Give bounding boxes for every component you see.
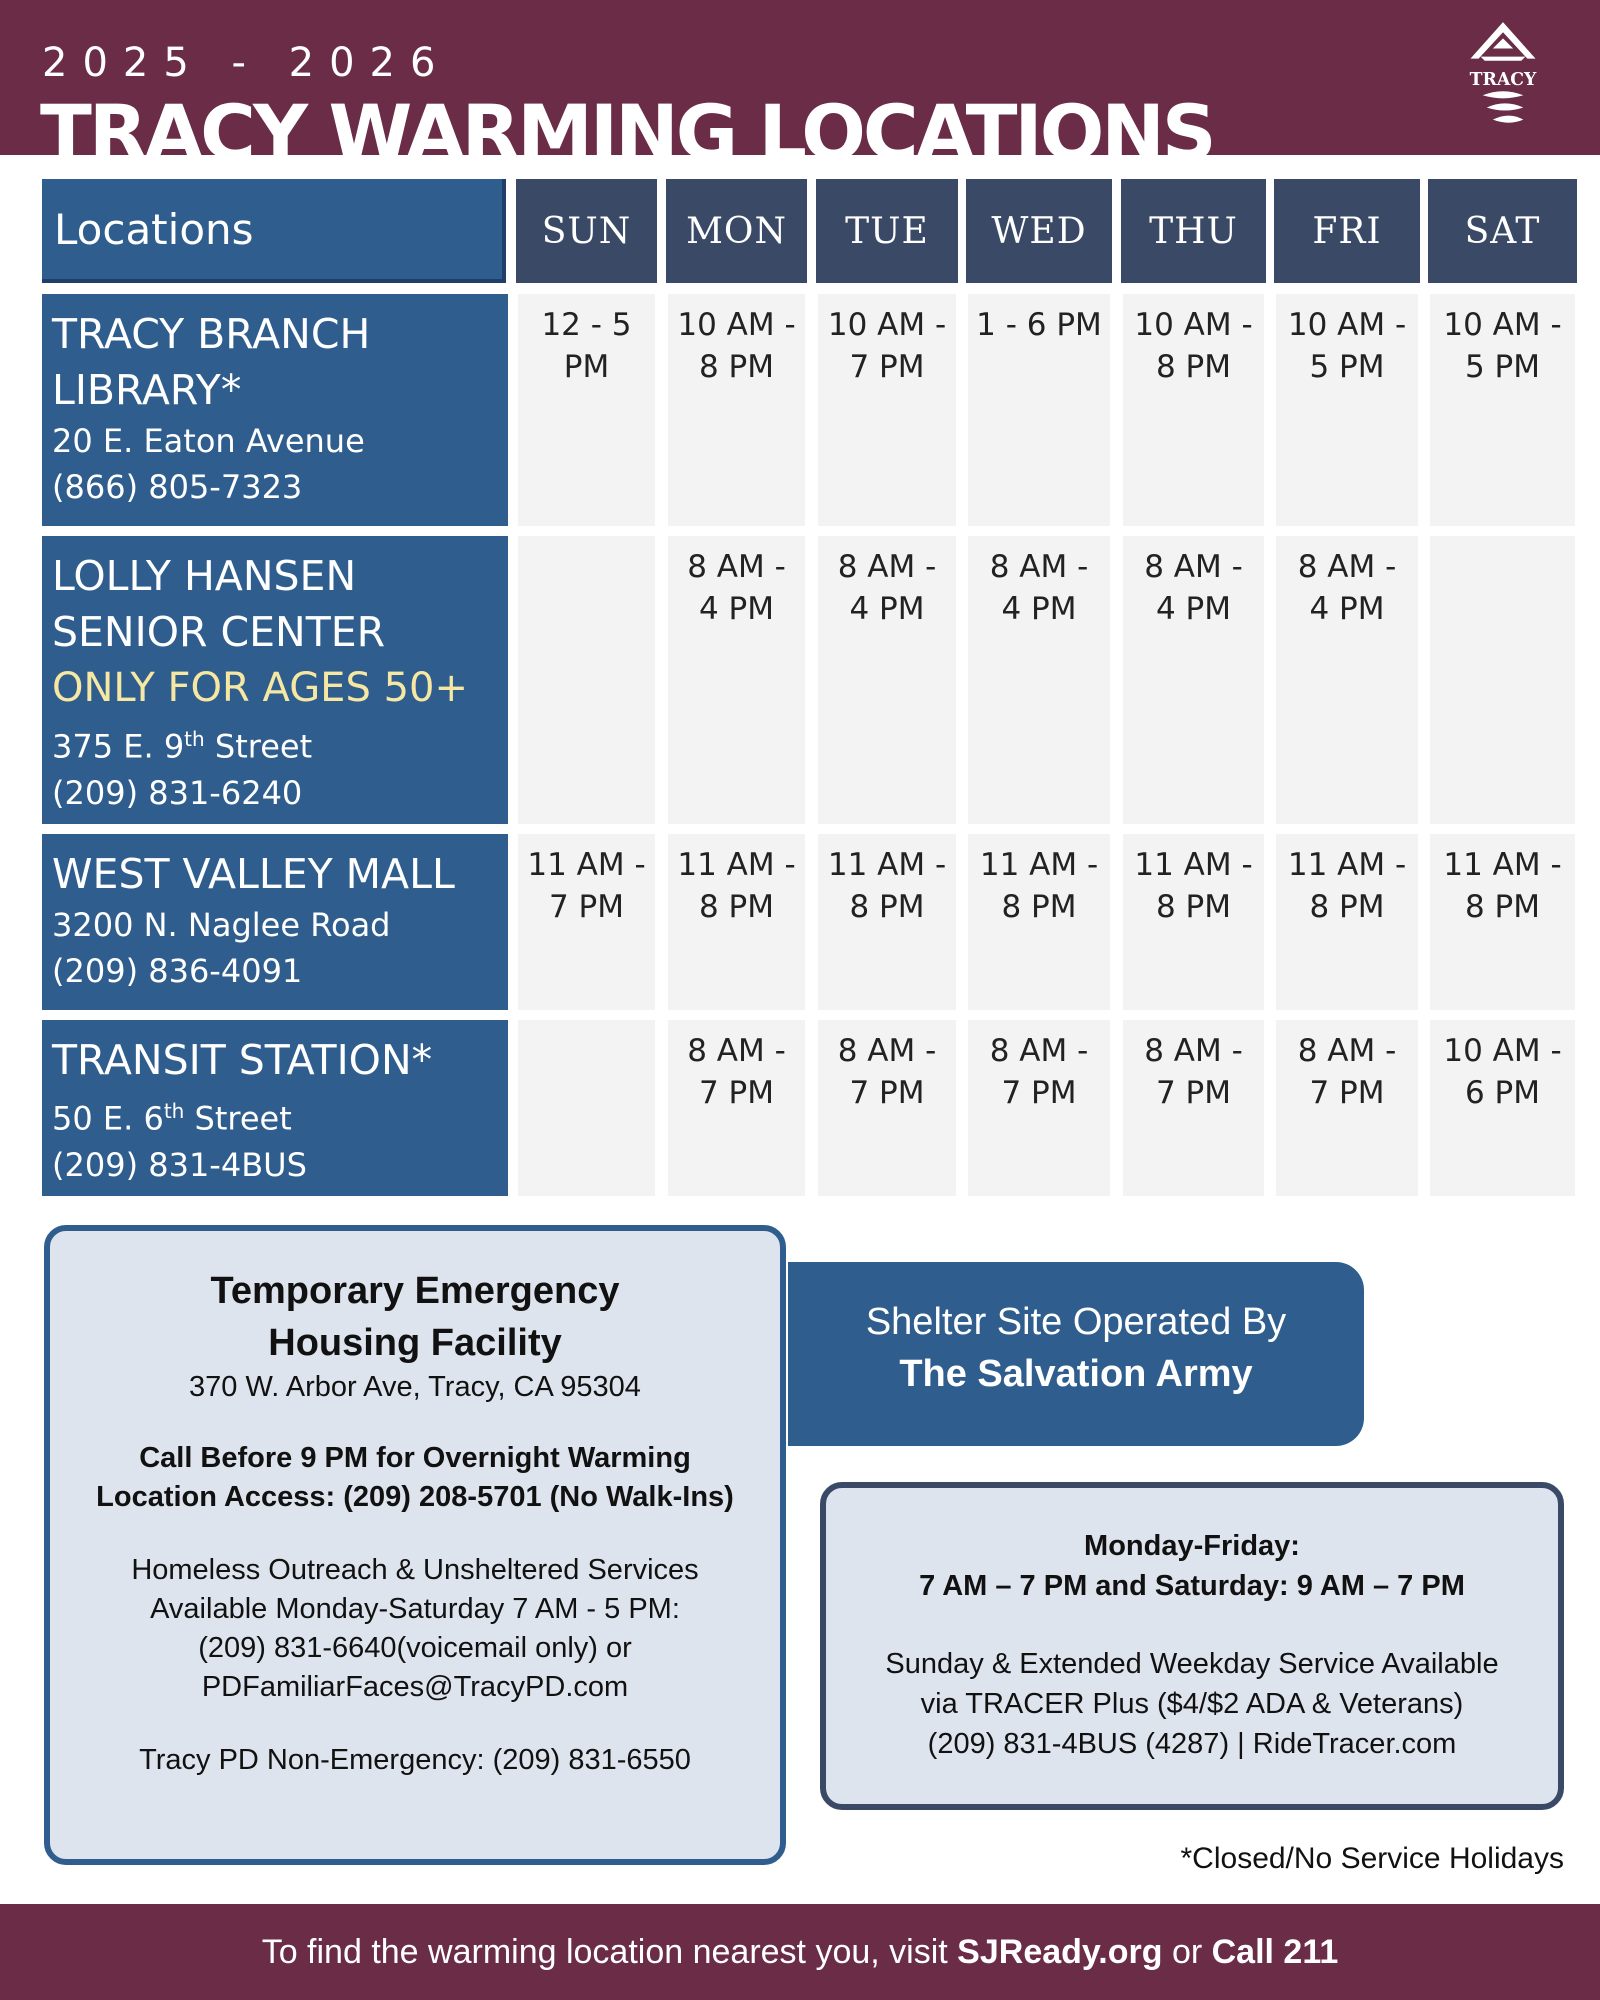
hours-cell: 8 AM - 7 PM (668, 1020, 805, 1196)
location-address: 375 E. 9th Street (52, 727, 313, 766)
footer-text: To find the warming location nearest you, visit (261, 1932, 958, 1971)
hours-cell: 12 - 5 PM (518, 294, 655, 526)
page-footer (0, 1904, 1600, 2000)
logo-text: TRACY (1469, 70, 1537, 91)
hours-cell (1430, 536, 1575, 824)
call-211: Call 211 (1211, 1932, 1339, 1971)
footer-or: or (1162, 1932, 1212, 1971)
hours-cell: 8 AM - 4 PM (818, 536, 956, 824)
hours-cell: 11 AM - 8 PM (1276, 834, 1418, 1010)
shelter-operator-name: The Salvation Army (899, 1353, 1253, 1395)
location-phone: (209) 831-6240 (52, 773, 303, 812)
emergency-title: Temporary Emergency Housing Facility (210, 1270, 620, 1364)
day-header-sun: SUN (516, 179, 657, 283)
outreach-email-link[interactable]: PDFamiliarFaces@TracyPD.com (201, 1671, 629, 1703)
hours-cell: 11 AM - 8 PM (968, 834, 1110, 1010)
emergency-address: 370 W. Arbor Ave, Tracy, CA 95304 (189, 1371, 641, 1403)
emergency-housing-box (44, 1225, 786, 1865)
shelter-operated-by: Shelter Site Operated By (865, 1301, 1287, 1343)
hours-cell: 11 AM - 8 PM (1430, 834, 1575, 1010)
location-name: LOLLY HANSEN (52, 552, 357, 600)
sjready-link[interactable]: SJReady.org (957, 1932, 1163, 1971)
hours-cell: 10 AM - 5 PM (1276, 294, 1418, 526)
location-address: 50 E. 6th Street (52, 1099, 292, 1138)
hours-cell: 10 AM - 5 PM (1430, 294, 1575, 526)
years-label: 2025 - 2026 (42, 40, 451, 86)
day-header-sat: SAT (1428, 179, 1577, 283)
location-address: 20 E. Eaton Avenue (52, 422, 365, 460)
shelter-operator-banner (788, 1262, 1364, 1446)
day-header-tue: TUE (816, 179, 958, 283)
hours-cell: 8 AM - 4 PM (1276, 536, 1418, 824)
hours-cell (518, 536, 655, 824)
day-header-mon: MON (666, 179, 807, 283)
hours-cell: 8 AM - 7 PM (1276, 1020, 1418, 1196)
hours-cell: 11 AM - 8 PM (668, 834, 805, 1010)
location-phone: (209) 836-4091 (52, 952, 303, 990)
overnight-call-info: Call Before 9 PM for Overnight Warming Location Access: (209) 208-5701 (No Walk-Ins) (96, 1442, 734, 1513)
hours-cell: 8 AM - 4 PM (1123, 536, 1264, 824)
location-address: 3200 N. Naglee Road (52, 906, 391, 944)
hours-cell: 11 AM - 7 PM (518, 834, 655, 1010)
tracer-plus-info: Sunday & Extended Weekday Service Available via TRACER Plus ($4/$2 ADA & Veterans) (209) 831-4BUS (4287) | RideTracer.com (885, 1648, 1499, 1760)
location-lolly-hansen-senior-center (42, 536, 508, 824)
page-header (0, 0, 1600, 177)
hours-cell: 10 AM - 8 PM (668, 294, 805, 526)
hours-cell (518, 1020, 655, 1196)
hours-cell: 10 AM - 7 PM (818, 294, 956, 526)
age-restriction-note: ONLY FOR AGES 50+ (52, 665, 468, 711)
hours-cell: 8 AM - 7 PM (818, 1020, 956, 1196)
locations-column-header: Locations (42, 179, 506, 283)
location-phone: (866) 805-7323 (52, 468, 303, 506)
day-header-wed: WED (966, 179, 1112, 283)
outreach-info: Homeless Outreach & Unsheltered Services Available Monday-Saturday 7 AM - 5 PM: (209) 831-6640(voicemail only) or PDFamiliarFaces@TracyPD.com (50, 1551, 780, 1707)
location-phone: (209) 831-4BUS (52, 1145, 307, 1184)
day-header-thu: THU (1121, 179, 1266, 283)
location-transit-station (42, 1020, 508, 1196)
holidays-note: *Closed/No Service Holidays (1180, 1842, 1564, 1875)
location-name: WEST VALLEY MALL (52, 850, 455, 898)
hours-cell: 11 AM - 8 PM (818, 834, 956, 1010)
non-emergency-line: Tracy PD Non-Emergency: (209) 831-6550 (139, 1744, 691, 1776)
transit-hours-box (820, 1482, 1564, 1810)
day-header-fri: FRI (1274, 179, 1420, 283)
location-name: SENIOR CENTER (52, 608, 386, 656)
page-title: TRACY WARMING LOCATIONS (40, 88, 1214, 177)
location-tracy-branch-library (42, 294, 508, 526)
location-west-valley-mall (42, 834, 508, 1010)
hours-cell: 8 AM - 7 PM (968, 1020, 1110, 1196)
location-name: LIBRARY* (52, 366, 242, 414)
hours-cell: 10 AM - 6 PM (1430, 1020, 1575, 1196)
tracy-logo-icon (1452, 18, 1554, 140)
location-name: TRACY BRANCH (52, 310, 371, 358)
hours-cell: 10 AM - 8 PM (1123, 294, 1264, 526)
hours-cell: 8 AM - 7 PM (1123, 1020, 1264, 1196)
hours-cell: 1 - 6 PM (968, 294, 1110, 526)
location-name: TRANSIT STATION* (52, 1036, 433, 1084)
hours-cell: 11 AM - 8 PM (1123, 834, 1264, 1010)
hours-cell: 8 AM - 4 PM (668, 536, 805, 824)
hours-cell: 8 AM - 4 PM (968, 536, 1110, 824)
transit-hours: Monday-Friday: 7 AM – 7 PM and Saturday: 9 AM – 7 PM (919, 1530, 1465, 1602)
